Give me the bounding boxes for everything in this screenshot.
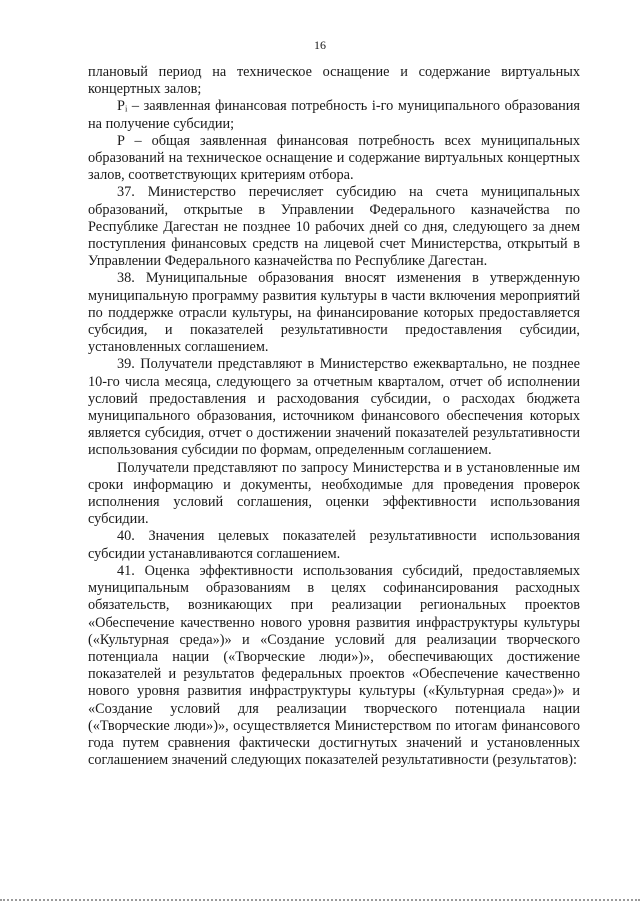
paragraph-39-cont: Получатели представляют по запросу Министерства и в установленные им сроки информацию и документы, необходимые для проведения проверок исполнения условий соглашения, оценки эффективности использования субсидии. bbox=[88, 459, 580, 528]
paragraph-pi-definition: Pᵢ – заявленная финансовая потребность i-го муниципального образования на получение субсидии; bbox=[88, 98, 580, 132]
paragraph-39: 39. Получатели представляют в Министерство ежеквартально, не позднее 10-го числа месяца, следующего за отчетным кварталом, отчет об исполнении условий предоставления и расходования субсидии, о расходах бюджета муниципального образования, источником финансового обеспечения которых является субсидия, отчет о достижении значений показателей результативности использования субсидии по формам, определенным соглашением. bbox=[88, 356, 580, 459]
scan-edge-line bbox=[0, 897, 640, 901]
paragraph-40: 40. Значения целевых показателей результативности использования субсидии устанавливаются соглашением. bbox=[88, 528, 580, 562]
body-text bbox=[88, 64, 580, 769]
paragraph-1: плановый период на техническое оснащение и содержание виртуальных концертных залов; bbox=[88, 64, 580, 98]
paragraph-38: 38. Муниципальные образования вносят изменения в утвержденную муниципальную программу развития культуры в части включения мероприятий по поддержке отрасли культуры, на финансирование которых предоставляется субсидия, и показателей результативности предоставления субсидии, установленных соглашением. bbox=[88, 270, 580, 356]
page-number: 16 bbox=[314, 38, 326, 52]
paragraph-p-definition: P – общая заявленная финансовая потребность всех муниципальных образований на техническое оснащение и содержание виртуальных концертных залов, соответствующих критериям отбора. bbox=[88, 132, 580, 184]
paragraph-37: 37. Министерство перечисляет субсидию на счета муниципальных образований, открытые в Управлении Федерального казначейства по Республике Дагестан не позднее 10 рабочих дней со дня, следующего за днем поступления финансовых средств на лицевой счет Министерства, открытый в Управлении Федерального казначейства по Республике Дагестан. bbox=[88, 184, 580, 270]
paragraph-41: 41. Оценка эффективности использования субсидий, предоставляемых муниципальным образованиям в целях софинансирования расходных обязательств, возникающих при реализации региональных проектов «Обеспечение качественно нового уровня развития инфраструктуры культуры («Культурная среда»)» и «Создание условий для реализации творческого потенциала нации («Творческие люди»)», обеспечивающих достижение показателей и результатов федеральных проектов «Обеспечение качественно нового уровня развития инфраструктуры культуры («Культурная среда»)» и «Создание условий для реализации творческого потенциала нации («Творческие люди»)», осуществляется Министерством по итогам финансового года путем сравнения фактически достигнутых значений и установленных соглашением значений следующих показателей результативности (результатов): bbox=[88, 562, 580, 769]
